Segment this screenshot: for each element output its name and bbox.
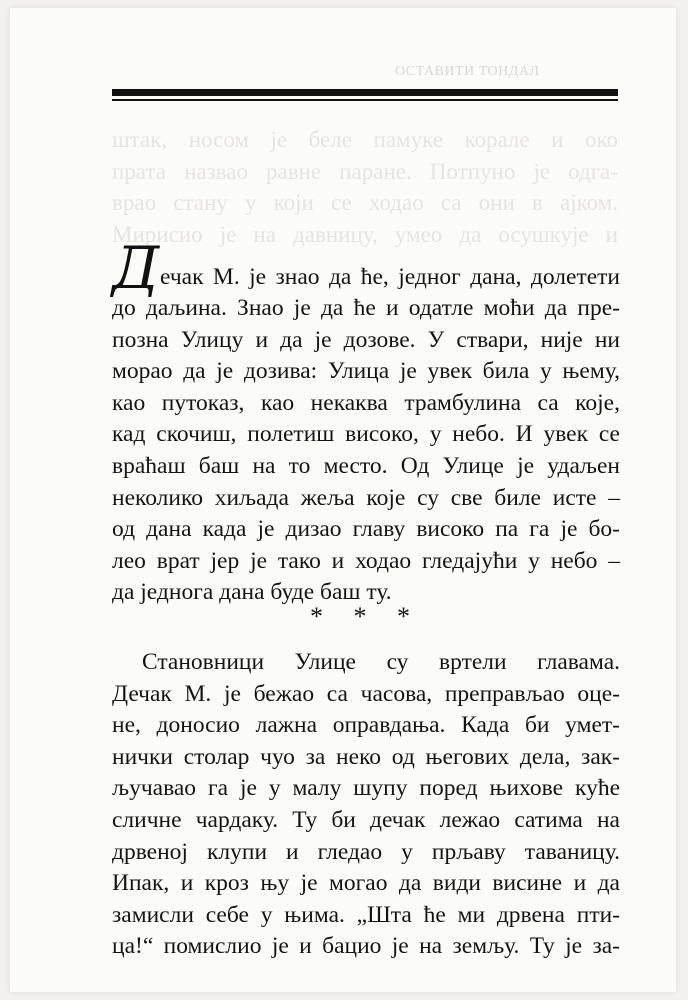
text-line: замисли себе у њима. „Шта ће ми дрвена пти- (112, 901, 620, 928)
bleed-line: врао стану у који се ходао са они в ајком. (112, 190, 618, 215)
text-line: враћаш баш на то место. Од Улице је удаљен (112, 452, 620, 479)
section-separator (310, 602, 410, 632)
text-line: Дечак М. је бежао са часова, преправљао оце- (112, 680, 620, 707)
text-line: не, доносио лажна оправдања. Када би умет- (112, 712, 620, 739)
text-line: од дана када је дизао главу високо па га је бо- (112, 516, 620, 543)
text-line: кад скочиш, полетиш високо, у небо. И увек се (112, 421, 620, 448)
text-line: нички столар чуо за неко од његових дела, зак- (112, 743, 620, 770)
text-line: неколико хиљада жеља које су све биле исте – (112, 484, 620, 511)
text-line: као путоказ, као некаква трамбулина са које, (112, 389, 620, 416)
text-line: ечак М. је знао да ће, једног дана, долетети (160, 264, 620, 290)
text-line: Ипак, и кроз њу је могао да види висине и да (112, 870, 620, 897)
separator-asterisk: * (397, 602, 410, 631)
text-line: лео врат јер је тако и ходао гледајући у небо – (112, 547, 620, 574)
text-line: Становници Улице су вртели главама. (142, 649, 620, 675)
paragraph-1 (112, 293, 620, 609)
text-line: ца!“ помислио је и бацио је на земљу. Ту је за- (112, 933, 620, 960)
bleed-line: Мирисио је на давницу, умео да осушкује и (112, 221, 618, 247)
text-line: до даљина. Знао је да ће и одатле моћи да пре- (112, 295, 620, 321)
running-header-bleedthrough: ОСТАВИТИ ТОНДАЛ (395, 64, 540, 79)
separator-asterisk: * (310, 602, 323, 631)
text-line: да једнога дана буде баш ту. (112, 579, 392, 606)
bleed-line: штак, носом је беле памуке корале и око (112, 127, 618, 152)
header-rule-thick (112, 89, 618, 96)
text-line: позна Улицу и да је дозове. У ствари, није ни (112, 326, 620, 353)
text-line: сличне чардаку. Ту би дечак лежао сатима на (112, 806, 620, 833)
bleedthrough-text (112, 124, 618, 250)
separator-asterisk: * (353, 602, 367, 631)
bleed-line: прата назвао равне паране. Потпуно је одга- (112, 158, 618, 184)
paragraph-2 (112, 647, 620, 963)
text-line: морао да је дозива: Улица је увек била у њему, (112, 358, 620, 385)
header-rule-thin (112, 99, 618, 101)
text-line: ључавао га је у малу шупу поред њихове куће (112, 775, 620, 802)
drop-cap: Д (112, 234, 160, 302)
text-line: дрвеној клупи и гледао у прљаву таваницу. (112, 838, 620, 865)
